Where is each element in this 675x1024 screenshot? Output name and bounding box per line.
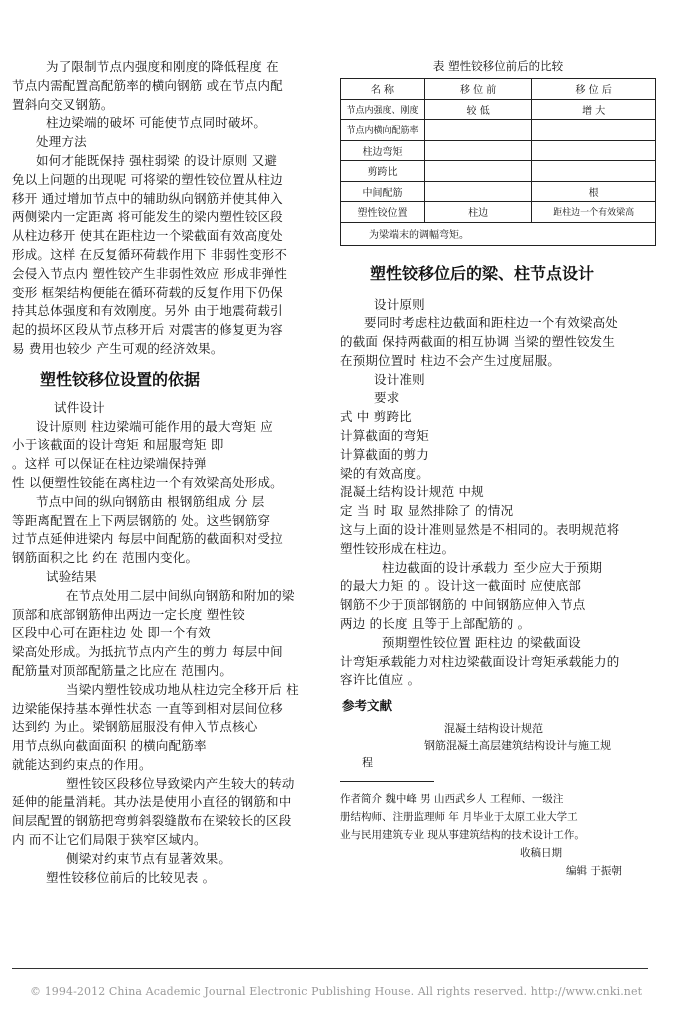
footnote-divider: [340, 781, 434, 782]
table-header-cell: 移 位 后: [532, 79, 656, 100]
text-line: 两边 的长度 且等于上部配筋的 。: [340, 616, 531, 632]
text-line: 设计准则: [374, 371, 425, 387]
text-line: 设计原则: [374, 296, 425, 312]
table-row: [341, 181, 656, 202]
table-cell: [532, 161, 656, 182]
table-cell: [532, 140, 656, 161]
table-header-cell: 移 位 前: [424, 79, 531, 100]
text-line: 配筋量对顶部配筋量之比应在 范围内。: [12, 662, 233, 678]
table-cell: 根: [532, 181, 656, 202]
section-heading-design: 塑性铰移位后的梁、柱节点设计: [370, 263, 595, 283]
text-line: 达到约 为止。梁钢筋屈服没有伸入节点核心: [12, 719, 258, 735]
text-line: 顶部和底部钢筋伸出两边一定长度 塑性铰: [12, 606, 245, 622]
text-line: 作者简介 魏中峰 男 山西武乡人 工程师、一级注: [340, 793, 564, 806]
right-paragraphs: [340, 296, 656, 691]
text-line: 预期塑性铰位置 距柱边 的梁截面设: [382, 634, 581, 650]
text-line: 从柱边移开 使其在距柱边一个梁截面有效高度处: [12, 228, 283, 244]
left-paragraphs-bottom: [12, 399, 324, 888]
text-line: 塑性铰区段移位导致梁内产生较大的转动: [66, 775, 295, 791]
text-line: 边梁能保持基本弹性状态 一直等到相对层间位移: [12, 700, 283, 716]
text-line: 形成。这样 在反复循环荷载作用下 非弱性变形不: [12, 246, 288, 262]
table-note-row: [341, 222, 656, 245]
text-line: 册结构师、注册监理师 年 月毕业于太原工业大学工: [340, 811, 578, 824]
table-row: [341, 202, 656, 223]
comparison-table: [340, 78, 656, 246]
text-line: 容许比值应 。: [340, 672, 421, 688]
text-line: 用节点纵向截面面积 的横向配筋率: [12, 738, 207, 754]
text-line: 梁的有效高度。: [340, 465, 429, 481]
text-line: 要求: [374, 390, 400, 406]
text-line: 延伸的能量消耗。其办法是使用小直径的钢筋和中: [12, 794, 292, 810]
text-line: 当梁内塑性铰成功地从柱边完全移开后 柱: [66, 681, 299, 697]
table-cell: [424, 140, 531, 161]
references-list: [340, 720, 656, 771]
table-cell: 柱边: [424, 202, 531, 223]
text-line: 程: [362, 756, 373, 770]
text-line: 塑性铰形成在柱边。: [340, 540, 455, 556]
text-line: 混凝土结构设计规范 中规: [340, 484, 484, 500]
text-line: 起的损坏区段从节点移开后 对震害的修复更为容: [12, 322, 283, 338]
table-caption: 表 塑性铰移位前后的比较: [432, 59, 564, 73]
text-line: 柱边梁端的破坏 可能使节点同时破坏。: [46, 115, 267, 131]
text-line: 混凝土结构设计规范: [444, 722, 543, 736]
text-line: 试件设计: [54, 399, 105, 415]
text-line: 如何才能既保持 强柱弱梁 的设计原则 又避: [36, 152, 278, 168]
text-line: 钢筋面积之比 约在 范围内变化。: [12, 550, 199, 566]
text-line: 式 中 剪跨比: [340, 409, 412, 425]
text-line: 计弯矩承载能力对柱边梁截面设计弯矩承载能力的: [340, 653, 620, 669]
text-line: 性 以便塑性铰能在离柱边一个有效梁高处形成。: [12, 474, 283, 490]
text-line: 节点内需配置高配筋率的横向钢筋 或在节点内配: [12, 77, 283, 93]
text-line: 塑性铰移位前后的比较见表 。: [46, 869, 216, 885]
table-cell: 剪跨比: [341, 161, 425, 182]
table-cell: 节点内强度、刚度: [341, 99, 425, 120]
text-line: 柱边截面的设计承载力 至少应大于预期: [382, 559, 603, 575]
text-line: 钢筋不少于顶部钢筋的 中间钢筋应伸入节点: [340, 597, 586, 613]
left-column: [12, 58, 324, 887]
copyright-footer: © 1994-2012 China Academic Journal Electronic Publishing House. All rights reserved. http://www.cnki.net: [30, 985, 643, 998]
table-cell: [424, 120, 531, 141]
text-line: 移开 通过增加节点中的辅助纵向钢筋并使其伸入: [12, 190, 283, 206]
right-column: [340, 58, 656, 880]
text-line: 梁高处形成。为抵抗节点内产生的剪力 每层中间: [12, 644, 283, 660]
references-heading: 参考文献: [342, 698, 393, 714]
text-line: 的最大力矩 的 。设计这一截面时 应使底部: [340, 578, 582, 594]
text-line: 计算截面的剪力: [340, 446, 429, 462]
text-line: 过节点延伸进梁内 每层中间配筋的截面积对受拉: [12, 531, 283, 547]
table-row: [341, 161, 656, 182]
text-line: 持其总体强度和有效刚度。另外 由于地震荷载引: [12, 303, 283, 319]
table-header-cell: 名 称: [341, 79, 425, 100]
text-line: 的截面 保持两截面的相互协调 当梁的塑性铰发生: [340, 334, 616, 350]
table-row: [341, 99, 656, 120]
table-cell: 节点内横向配筋率: [341, 120, 425, 141]
text-line: 处理方法: [36, 134, 87, 150]
table-cell: 较 低: [424, 99, 531, 120]
table-cell: [424, 181, 531, 202]
text-line: 等距离配置在上下两层钢筋的 处。这些钢筋穿: [12, 512, 271, 528]
table-cell: [532, 120, 656, 141]
text-line: 间层配置的钢筋把弯剪斜裂缝散布在梁较长的区段: [12, 813, 292, 829]
text-line: 。这样 可以保证在柱边梁端保持弹: [12, 456, 207, 472]
table-row: [341, 120, 656, 141]
text-line: 为了限制节点内强度和刚度的降低程度 在: [46, 59, 279, 74]
text-line: 业与民用建筑专业 现从事建筑结构的技术设计工作。: [340, 829, 585, 842]
table-cell: 中间配筋: [341, 181, 425, 202]
text-line: 定 当 时 取 显然排除了 的情况: [340, 503, 514, 519]
text-line: 计算截面的弯矩: [340, 428, 429, 444]
text-line: 收稿日期: [520, 847, 562, 860]
table-cell: 塑性铰位置: [341, 202, 425, 223]
text-line: 试验结果: [46, 568, 97, 584]
text-line: 就能达到约束点的作用。: [12, 756, 152, 772]
table-header-row: [341, 79, 656, 100]
text-line: 置斜向交叉钢筋。: [12, 96, 114, 112]
text-line: 钢筋混凝土高层建筑结构设计与施工规: [424, 739, 611, 753]
text-line: 会侵入节点内 塑性铰产生非弱性效应 形成非弹性: [12, 265, 288, 281]
table-cell: 柱边弯矩: [341, 140, 425, 161]
table-cell: 增 大: [532, 99, 656, 120]
author-info: [340, 790, 656, 880]
text-line: 小于该截面的设计弯矩 和屈服弯矩 即: [12, 437, 224, 453]
left-paragraphs-top: [12, 58, 324, 359]
text-line: 这与上面的设计准则显然是不相同的。表明规范将: [340, 522, 620, 538]
table-cell: [424, 161, 531, 182]
text-line: 内 而不让它们局限于狭窄区域内。: [12, 832, 207, 848]
text-line: 变形 框架结构便能在循环荷载的反复作用下仍保: [12, 284, 283, 300]
table-note: 为梁端末的调幅弯矩。: [341, 222, 656, 245]
table-row: [341, 140, 656, 161]
text-line: 免以上问题的出现呢 可将梁的塑性铰位置从柱边: [12, 171, 283, 187]
text-line: 要同时考虑柱边截面和距柱边一个有效梁高处: [364, 315, 619, 331]
table-cell: 距柱边一个有效梁高: [532, 202, 656, 223]
page-bottom-rule: [12, 968, 648, 969]
text-line: 区段中心可在距柱边 处 即一个有效: [12, 625, 211, 641]
text-line: 在节点处用二层中间纵向钢筋和附加的梁: [66, 587, 295, 603]
text-line: 设计原则 柱边梁端可能作用的最大弯矩 应: [36, 418, 273, 434]
section-heading-basis: 塑性铰移位设置的依据: [40, 369, 201, 389]
text-line: 在预期位置时 柱边不会产生过度屈服。: [340, 352, 561, 368]
text-line: 侧梁对约束节点有显著效果。: [66, 850, 232, 866]
text-line: 易 费用也较少 产生可观的经济效果。: [12, 340, 224, 356]
text-line: 编辑 于振朝: [566, 865, 622, 878]
text-line: 两侧梁内一定距离 将可能发生的梁内塑性铰区段: [12, 209, 283, 225]
text-line: 节点中间的纵向钢筋由 根钢筋组成 分 层: [36, 493, 265, 509]
